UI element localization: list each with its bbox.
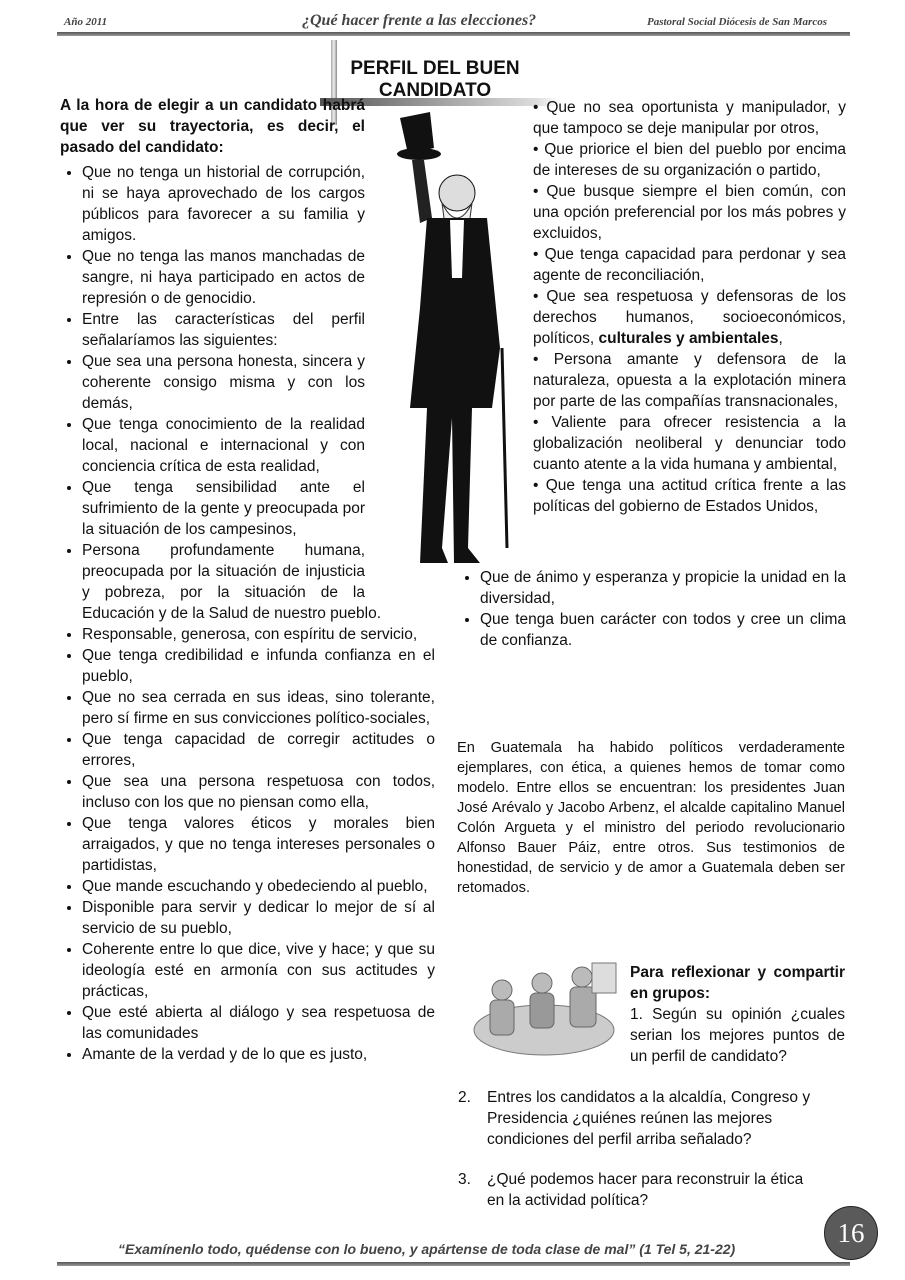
item-text: Que tenga capacidad para perdonar y sea agente de reconciliación, [533,246,846,284]
list-item: • Que no sea oportunista y manipulador, y que tampoco se deje manipular por otros, [533,99,847,137]
question-number: 2. [458,1089,471,1106]
list-item: • Que tenga sensibilidad ante el sufrimiento de la gente y preocupada por la situación de los campesinos, [82,477,435,540]
list-item: • Coherente entre lo que dice, vive y hace; y que su ideología esté en armonía con sus actitudes y prácticas, [82,939,435,1002]
item-text-end: , [778,330,783,347]
group-discussion-illustration [462,955,627,1065]
guatemala-paragraph: En Guatemala ha habido políticos verdaderamente ejemplares, con ética, a quienes hemos de tomar como modelo. Entre ellos se encuentran: los presidentes Juan José Arévalo y Jacobo Arbenz, el alcalde capitalino Manuel Colón Argueta y el ministro del periodo revolucionario Alfonso Bauer Páiz, entre otros. Sus testimonios de honestidad, de servicio y de amor a Guatemala deben ser retomados. [457,740,845,896]
question-1: 1. Según su opinión ¿cuales serian los mejores puntos de un perfil de candidato? [630,1006,845,1065]
list-item: • Que priorice el bien del pueblo por encima de intereses de su organización o partido, [533,141,847,179]
list-item: • Que no tenga las manos manchadas de sangre, ni haya participado en actos de represión o de genocidio. [82,246,435,309]
intro-text: A la hora de elegir a un candidato habrá que ver su trayectoria, es decir, el pasado del candidato: [60,97,365,156]
left-column [60,95,435,1065]
question-number: 3. [458,1171,471,1188]
list-item: • Responsable, generosa, con espíritu de servicio, [82,624,435,645]
item-bold-text: culturales y ambientales [598,330,779,347]
item-text: Que sea respetuosa y defensoras de los derechos humanos, socioeconómicos, políticos, [533,288,847,347]
footer-rule [57,1262,850,1266]
header-year: Año 2011 [64,16,108,28]
right-list [458,567,846,651]
item-text: Que priorice el bien del pueblo por encima de intereses de su organización o partido, [533,141,847,179]
list-item: • Que tenga buen carácter con todos y cree un clima de confianza. [480,609,846,651]
list-item: • Que tenga capacidad para perdonar y sea agente de reconciliación, [533,246,846,284]
title-line1: PERFIL DEL BUEN [350,58,520,79]
right-column [458,97,846,651]
list-item: • Que sea respetuosa y defensoras de los derechos humanos, socioeconómicos, políticos, culturales y ambientales, [533,288,847,347]
list-item: • Que esté abierta al diálogo y sea respetuosa de las comunidades [82,1002,435,1044]
item-text: Valiente para ofrecer resistencia a la globalización neoliberal y denunciar todo cuanto atente a la vida humana y ambiental, [533,414,846,473]
item-text: Que no sea oportunista y manipulador, y que tampoco se deje manipular por otros, [533,99,847,137]
list-item: • Persona amante y defensora de la naturaleza, opuesta a la explotación minera por parte de las compañías transnacionales, [533,351,847,410]
list-item: • Persona profundamente humana, preocupada por la situación de injusticia y pobreza, por la situación de la Educación y de la Salud de nuestro pueblo. [82,540,435,624]
list-item: • Disponible para servir y dedicar lo mejor de sí al servicio de su pueblo, [82,897,435,939]
list-item: • Que tenga capacidad de corregir actitudes o errores, [82,729,435,771]
list-item: • Que tenga conocimiento de la realidad local, nacional e internacional y con conciencia crítica de esta realidad, [82,414,435,477]
header-rule [57,32,850,36]
list-item: • Que tenga valores éticos y morales bien arraigados, y que no tenga intereses personales o partidistas, [82,813,435,876]
item-text: Persona amante y defensora de la naturaleza, opuesta a la explotación minera por parte de las compañías transnacionales, [533,351,847,410]
list-item: • Que no sea cerrada en sus ideas, sino tolerante, pero sí firme en sus convicciones político-sociales, [82,687,435,729]
question-3 [458,1169,818,1211]
list-item: • Que de ánimo y esperanza y propicie la unidad en la diversidad, [480,567,846,609]
list-item: • Que tenga una actitud crítica frente a las políticas del gobierno de Estados Unidos, [533,477,846,515]
list-item: • Entre las características del perfil señalaríamos las siguientes: [82,309,435,351]
list-item: • Que sea una persona honesta, sincera y coherente consigo misma y con los demás, [82,351,435,414]
title-line2: CANDIDATO [378,80,492,101]
question-text: ¿Qué podemos hacer para reconstruir la ética en la actividad política? [487,1171,804,1209]
list-item: • Amante de la verdad y de lo que es justo, [82,1044,435,1065]
item-text: Que busque siempre el bien común, con una opción preferencial por los más pobres y excluidos, [533,183,847,242]
list-item: • Que sea una persona respetuosa con todos, incluso con los que no piensan como ella, [82,771,435,813]
list-item: • Valiente para ofrecer resistencia a la globalización neoliberal y denunciar todo cuanto atente a la vida humana y ambiental, [533,414,846,473]
list-item: • Que mande escuchando y obedeciendo al pueblo, [82,876,435,897]
list-item: • Que no tenga un historial de corrupción, ni se haya aprovechado de los cargos públicos para favorecer a su familia y amigos. [82,162,435,246]
reflection-heading: Para reflexionar y compartir en grupos: [630,964,845,1002]
list-item: • Que busque siempre el bien común, con una opción preferencial por los más pobres y excluidos, [533,183,847,242]
footer-quote: “Examínenlo todo, quédense con lo bueno, y apártense de toda clase de mal” (1 Tel 5, 21-22) [118,1241,736,1257]
header-org: Pastoral Social Diócesis de San Marcos [647,16,827,28]
header-title: ¿Qué hacer frente a las elecciones? [302,12,537,29]
question-2 [458,1087,848,1150]
item-text: Que tenga una actitud crítica frente a las políticas del gobierno de Estados Unidos, [533,477,846,515]
question-text: Entres los candidatos a la alcaldía, Congreso y Presidencia ¿quiénes reúnen las mejores condiciones del perfil arriba señalado? [487,1089,811,1148]
reflection-block [630,962,845,1067]
page-number: 16 [824,1206,878,1260]
list-item: • Que tenga credibilidad e infunda confianza en el pueblo, [82,645,435,687]
